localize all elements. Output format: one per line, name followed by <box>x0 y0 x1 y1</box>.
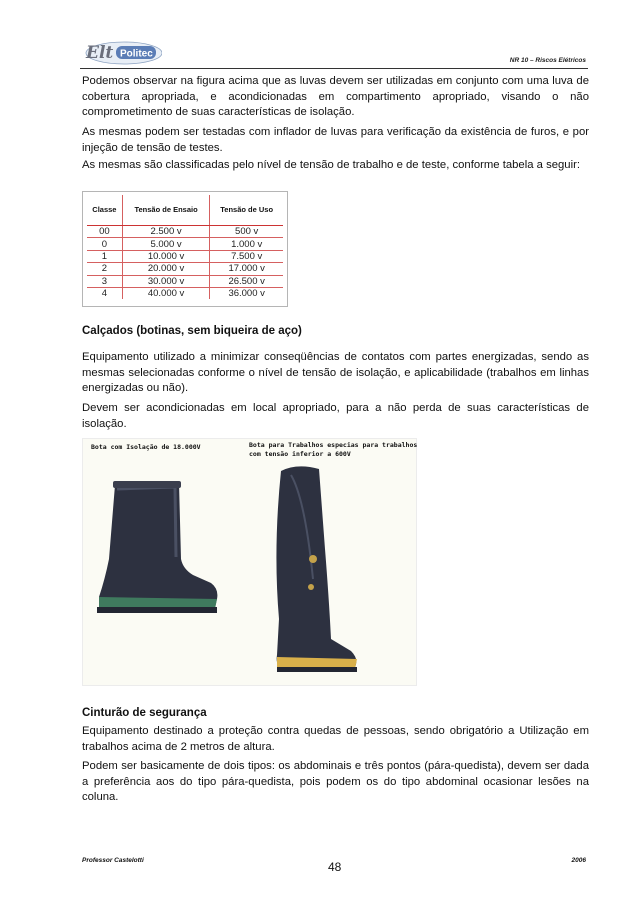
paragraph-cinturao-types: Podem ser basicamente de dois tipos: os abdominais e três pontos (pára-quedista), devem ser dada a preferência aos do tipo pára-quedista, pois podem os do tipo abdominal ocasionar lesões na coluna. <box>82 760 589 804</box>
paragraph-gloves-usage: Podemos observar na figura acima que as luvas devem ser utilizadas em conjunto com uma luva de cobertura apropriada, e acondicionadas em compartimento apropriado, visando o não comprometimento de suas características de isolação. <box>82 75 589 119</box>
header-title: NR 10 – Riscos Elétricos <box>509 57 586 64</box>
table-row <box>87 263 283 275</box>
table-cell: 20.000 v <box>122 263 210 275</box>
paragraph-gloves-testing: As mesmas podem ser testadas com inflador de luvas para verificação da existência de furos, e por injeção de tensão de testes. <box>82 126 589 154</box>
section-title-cinturao: Cinturão de segurança <box>82 707 207 719</box>
boots-figure <box>82 438 417 686</box>
table-row <box>87 287 283 299</box>
table-cell: 17.000 v <box>210 263 283 275</box>
table-header-classe: Classe <box>87 195 122 226</box>
table-cell: 2 <box>87 263 122 275</box>
table-cell: 30.000 v <box>122 275 210 287</box>
boot-caption-left: Bota com Isolação de 18.000V <box>91 443 201 451</box>
table-cell: 40.000 v <box>122 287 210 299</box>
table-cell: 500 v <box>210 226 283 238</box>
insulated-boot-image <box>97 481 217 613</box>
boots-illustration <box>83 439 416 685</box>
table-row <box>87 238 283 250</box>
table-row <box>87 250 283 262</box>
table-cell: 00 <box>87 226 122 238</box>
paragraph-calcados-usage: Equipamento utilizado a minimizar conseqüências de contatos com partes energizadas, sendo as mesmas selecionadas conforme o nível de tensão de isolação, e aplicabilidade (trabalhos em linhas energizadas ou não). <box>82 351 589 395</box>
svg-text:Politec: Politec <box>120 48 153 60</box>
boot-caption-right: Bota para Trabalhos especias para trabalhos com tensão inferior a 600V <box>249 441 418 458</box>
table-cell: 26.500 v <box>210 275 283 287</box>
table-row <box>87 226 283 238</box>
table-cell: 36.000 v <box>210 287 283 299</box>
table-cell: 1 <box>87 250 122 262</box>
paragraph-cinturao-usage: Equipamento destinado a proteção contra quedas de pessoas, sendo obrigatório a Utilização em trabalhos acima de 2 metros de altura. <box>82 725 589 753</box>
paragraph-gloves-classification: As mesmas são classificadas pelo nível de tensão de trabalho e de teste, conforme tabela a seguir: <box>82 159 580 171</box>
table-cell: 5.000 v <box>122 238 210 250</box>
table-cell: 4 <box>87 287 122 299</box>
paragraph-calcados-storage: Devem ser acondicionadas em local apropriado, para a não perda de suas características de isolação. <box>82 402 589 430</box>
table-cell: 2.500 v <box>122 226 210 238</box>
elite-politec-logo <box>82 36 162 66</box>
table-cell: 10.000 v <box>122 250 210 262</box>
section-title-calcados: Calçados (botinas, sem biqueira de aço) <box>82 325 302 337</box>
glove-class-table <box>82 191 288 307</box>
table-header-tensao-uso: Tensão de Uso <box>210 195 283 226</box>
table-row <box>87 275 283 287</box>
page-number: 48 <box>328 860 342 874</box>
header-divider <box>80 68 588 69</box>
table-cell: 7.500 v <box>210 250 283 262</box>
tall-work-boot-image <box>276 466 357 672</box>
footer-author: Professor Castelotti <box>82 857 144 864</box>
svg-text:Elt: Elt <box>86 43 114 63</box>
table-header-tensao-ensaio: Tensão de Ensaio <box>122 195 210 226</box>
table-cell: 3 <box>87 275 122 287</box>
table-cell: 1.000 v <box>210 238 283 250</box>
footer-year: 2006 <box>571 857 586 864</box>
table-cell: 0 <box>87 238 122 250</box>
